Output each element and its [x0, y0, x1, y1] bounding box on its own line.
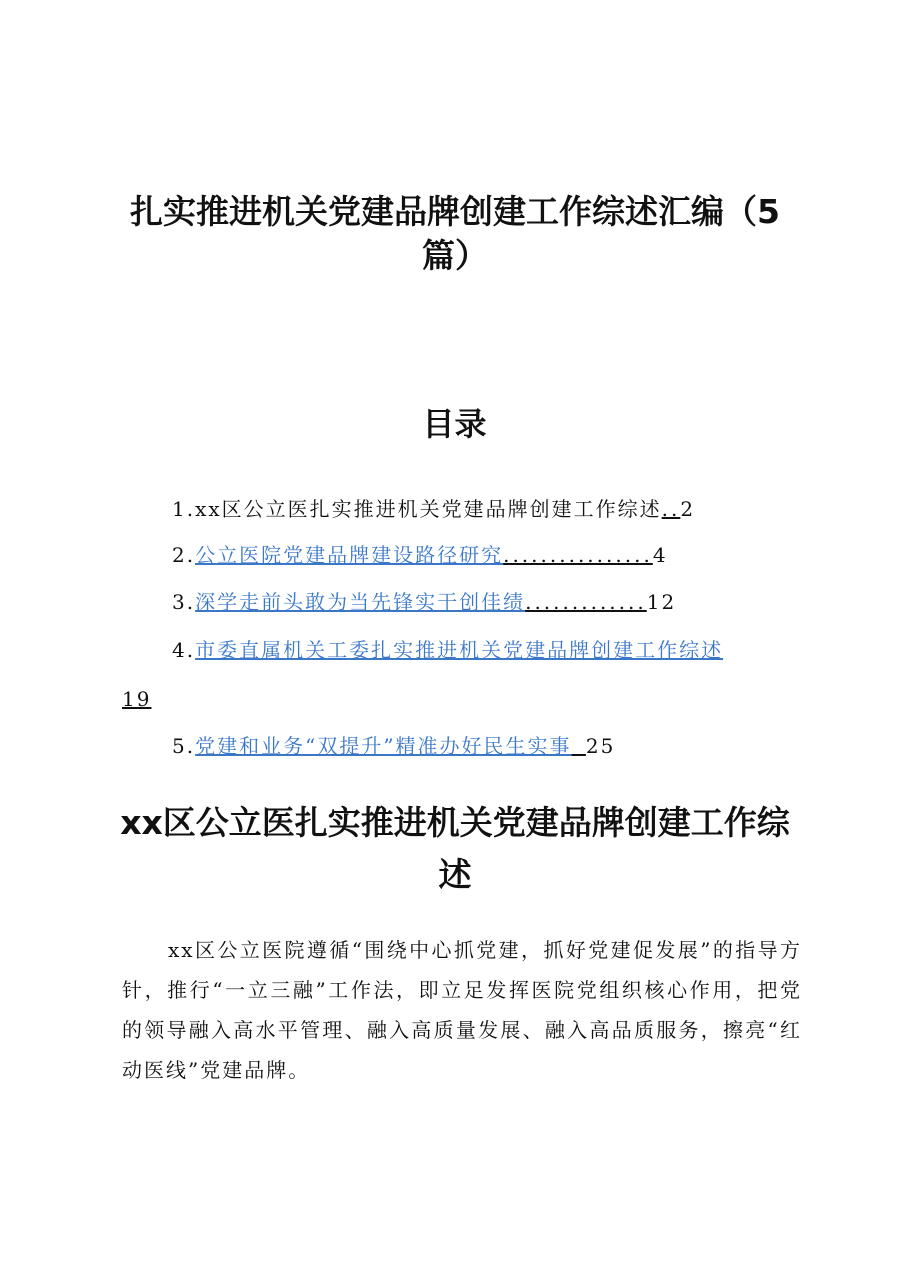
- toc-entry[interactable]: [172, 733, 615, 759]
- toc-entry-page-wrap: [122, 686, 151, 712]
- toc-entry[interactable]: [172, 637, 723, 663]
- toc-entry-leader: ..: [661, 497, 681, 521]
- toc-entry-page: 4: [652, 543, 668, 567]
- toc-entry[interactable]: [172, 589, 676, 615]
- toc-entry-page: 2: [680, 497, 696, 521]
- toc-entry-link[interactable]: 市委直属机关工委扎实推进机关党建品牌创建工作综述: [195, 638, 724, 662]
- toc-entry-number: 5.: [172, 734, 196, 758]
- section-title: xx区公立医扎实推进机关党建品牌创建工作综述: [120, 803, 790, 894]
- toc-entry-leader: [572, 734, 586, 758]
- document-title: 扎实推进机关党建品牌创建工作综述汇编（5篇）: [130, 192, 780, 275]
- toc-entry-page: 12: [646, 590, 677, 614]
- toc-entry[interactable]: [172, 496, 695, 522]
- toc-entry-leader: .............: [525, 590, 647, 614]
- toc-entry-link[interactable]: 公立医院党建品牌建设路径研究: [195, 543, 504, 567]
- toc-entry-page: 19: [122, 687, 152, 711]
- toc-entry-number: 3.: [172, 590, 196, 614]
- toc-entry-number: 1.: [172, 497, 196, 521]
- toc-entry-text[interactable]: xx区公立医扎实推进机关党建品牌创建工作综述: [195, 497, 662, 521]
- toc-entry-leader: ................: [503, 543, 653, 567]
- toc-entry-link[interactable]: 党建和业务“双提升”精准办好民生实事: [195, 734, 572, 758]
- body-paragraph: xx区公立医院遵循“围绕中心抓党建，抓好党建促发展”的指导方针，推行“一立三融”工作法，即立足发挥医院党组织核心作用，把党的领导融入高水平管理、融入高质量发展、融入高品质服务，擦亮“红动医线”党建品牌。: [122, 938, 802, 1082]
- toc-heading: 目录: [422, 405, 487, 443]
- toc-entry-link[interactable]: 深学走前头敢为当先锋实干创佳绩: [195, 590, 526, 614]
- toc-entry[interactable]: [172, 542, 668, 568]
- toc-entry-number: 2.: [172, 543, 196, 567]
- toc-entry-number: 4.: [172, 638, 196, 662]
- toc-entry-page: 25: [585, 734, 616, 758]
